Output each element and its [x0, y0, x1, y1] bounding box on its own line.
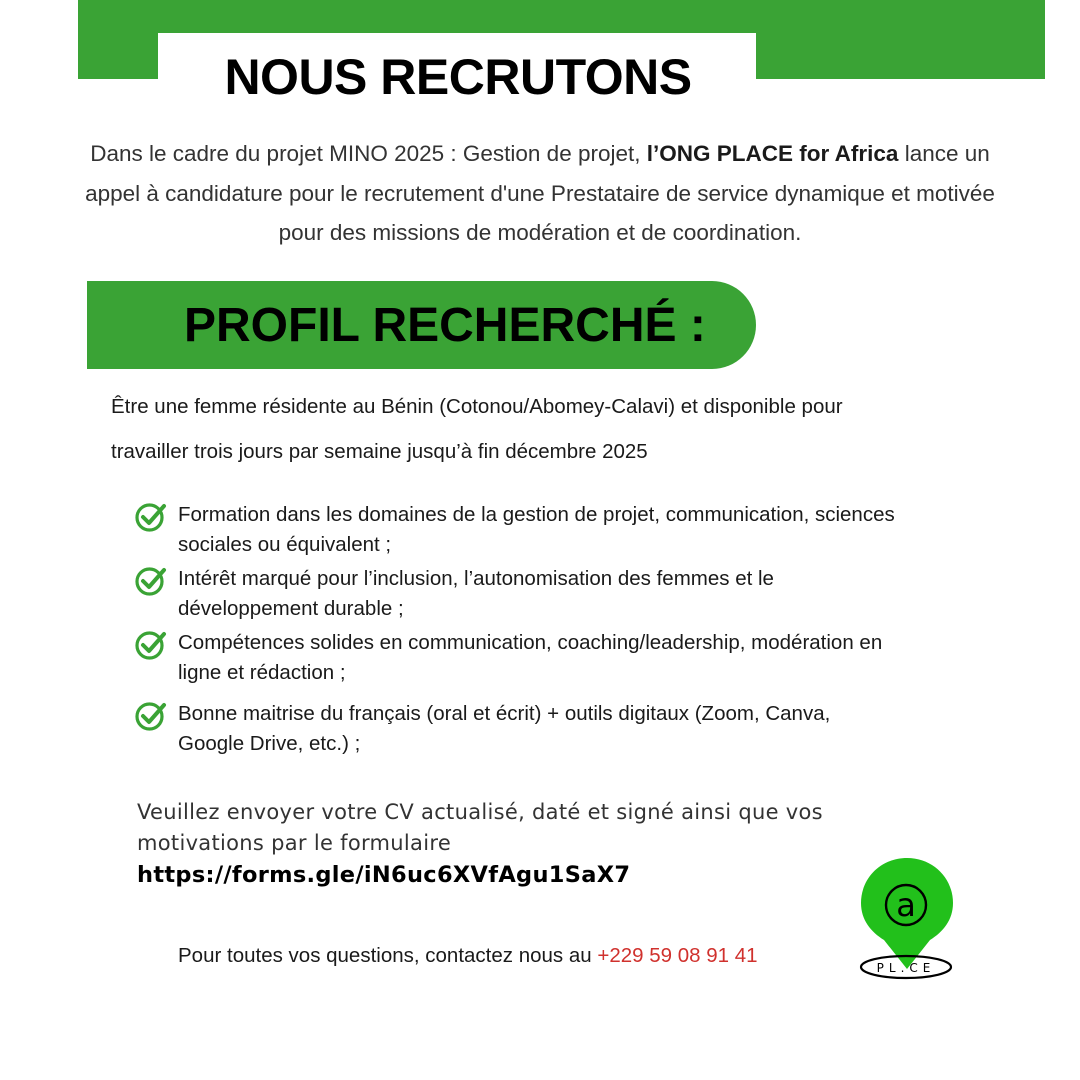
application-instructions	[137, 797, 857, 859]
list-item-line: Compétences solides en communication, coaching/leadership, modération en	[178, 631, 883, 654]
requirement-line-2: travailler trois jours par semaine jusqu’à fin décembre 2025	[111, 440, 648, 463]
list-item-line: Formation dans les domaines de la gestion de projet, communication, sciences	[178, 503, 895, 526]
contact-line	[178, 944, 758, 968]
check-circle-icon	[134, 628, 167, 661]
section-title-profil: PROFIL RECHERCHÉ :	[184, 299, 706, 352]
list-item-line: Bonne maitrise du français (oral et écrit) + outils digitaux (Zoom, Canva,	[178, 702, 831, 725]
list-item-line: sociales ou équivalent ;	[178, 533, 392, 556]
application-line-2: motivations par le formulaire	[137, 831, 452, 855]
page-title: NOUS RECRUTONS	[224, 49, 692, 105]
list-item-line: Intérêt marqué pour l’inclusion, l’autonomisation des femmes et le	[178, 567, 774, 590]
check-circle-icon	[134, 564, 167, 597]
list-item-text	[178, 564, 958, 624]
list-item-text	[178, 500, 958, 560]
form-link[interactable]: https://forms.gle/iN6uc6XVfAgu1SaX7	[137, 862, 631, 888]
logo-word: PL.CE	[876, 961, 936, 975]
list-item-line: ligne et rédaction ;	[178, 661, 346, 684]
intro-text-after: lance un appel à candidature pour le recrutement d'une Prestataire de service dynamique et motivée pour des missions de modération et de coordination.	[85, 141, 995, 245]
contact-phone[interactable]: +229 59 08 91 41	[597, 944, 758, 967]
requirement-line-1: Être une femme résidente au Bénin (Cotonou/Abomey-Calavi) et disponible pour	[111, 395, 843, 418]
logo-letter: a	[896, 886, 916, 924]
place-logo	[858, 856, 956, 984]
intro-org-name: l’ONG PLACE for Africa	[646, 141, 899, 166]
list-item-line: développement durable ;	[178, 597, 404, 620]
check-circle-icon	[134, 699, 167, 732]
contact-text: Pour toutes vos questions, contactez nous au	[178, 944, 598, 967]
intro-text-before: Dans le cadre du projet MINO 2025 : Gestion de projet,	[90, 141, 647, 166]
check-circle-icon	[134, 500, 167, 533]
list-item-text	[178, 699, 958, 759]
intro-paragraph	[80, 134, 1000, 253]
list-item-line: Google Drive, etc.) ;	[178, 732, 361, 755]
application-line-1: Veuillez envoyer votre CV actualisé, daté et signé ainsi que vos	[137, 800, 823, 824]
list-item-text	[178, 628, 958, 688]
requirement-paragraph	[111, 384, 971, 474]
